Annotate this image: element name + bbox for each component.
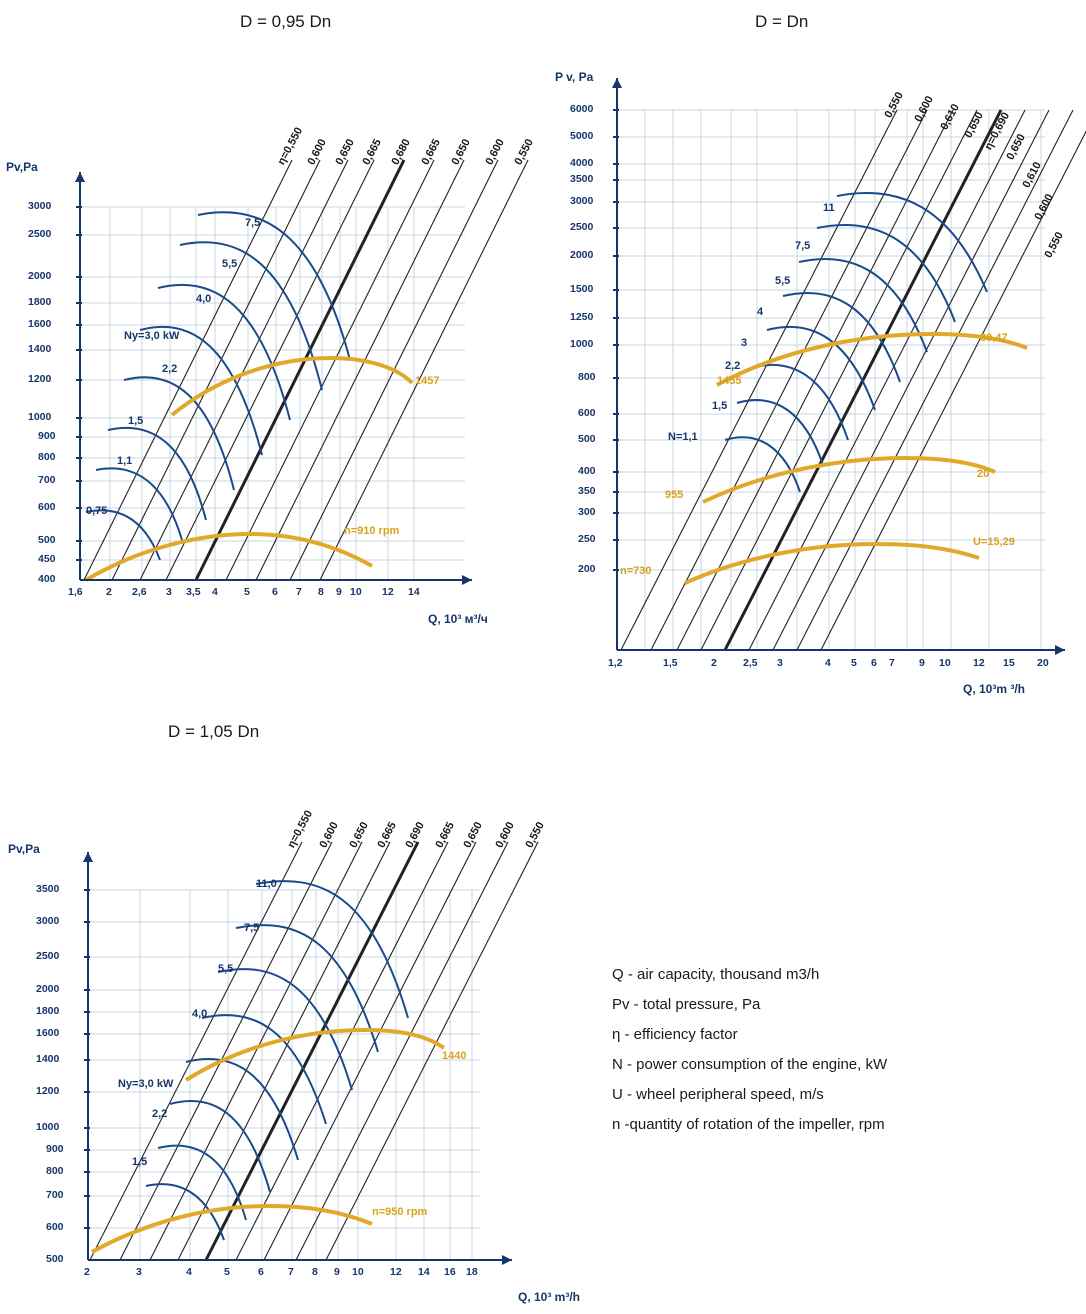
x-tick: 3 <box>777 657 783 669</box>
efficiency-label: 0,600 <box>493 820 517 850</box>
y-tick: 3000 <box>28 200 52 212</box>
efficiency-label: 0,650 <box>962 110 986 140</box>
chart-svg-105dn <box>0 700 560 1314</box>
efficiency-label: 0,550 <box>512 137 536 167</box>
y-tick: 1400 <box>28 343 52 355</box>
y-tick: 800 <box>38 451 56 463</box>
power-label: 7,5 <box>795 240 811 252</box>
x-tick: 5 <box>851 657 857 669</box>
x-tick: 2 <box>711 657 717 669</box>
chart-panel-dn <box>545 0 1086 700</box>
x-axis-label-105dn: Q, 10³ m³/h <box>518 1290 581 1304</box>
power-label: Nу=3,0 kW <box>124 330 180 342</box>
x-tick: 4 <box>212 586 218 598</box>
x-axis-label-095dn: Q, 10³ м³/ч <box>428 612 488 626</box>
y-tick: 1600 <box>36 1027 60 1039</box>
x-tick: 1,2 <box>608 657 623 669</box>
y-tick: 700 <box>46 1189 64 1201</box>
power-label: 2,2 <box>152 1108 168 1120</box>
panel-title-dn: D = Dn <box>755 12 809 31</box>
y-tick: 600 <box>578 407 596 419</box>
y-tick: 3500 <box>570 173 594 185</box>
efficiency-label: 0,665 <box>433 820 457 850</box>
power-label: 3 <box>741 337 748 349</box>
x-tick: 4 <box>825 657 831 669</box>
y-tick: 200 <box>578 563 596 575</box>
x-tick: 20 <box>1037 657 1049 669</box>
x-tick: 9 <box>336 586 342 598</box>
x-tick: 12 <box>973 657 985 669</box>
x-tick: 1,5 <box>663 657 678 669</box>
y-tick: 1200 <box>28 373 52 385</box>
power-label: 1,5 <box>128 415 144 427</box>
x-tick: 10 <box>350 586 362 598</box>
power-label: 4,0 <box>192 1008 208 1020</box>
y-tick: 1800 <box>36 1005 60 1017</box>
y-tick: 1800 <box>28 296 52 308</box>
efficiency-label: 0,650 <box>1004 132 1028 162</box>
power-label: N=1,1 <box>668 431 698 443</box>
speed-label: 1457 <box>415 375 440 387</box>
legend-item: U - wheel peripheral speed, m/s <box>612 1086 824 1103</box>
y-axis-label-dn: P v, Pa <box>555 70 594 84</box>
y-tick: 3000 <box>36 915 60 927</box>
efficiency-label: 0,665 <box>360 137 384 167</box>
y-tick: 1000 <box>36 1121 60 1133</box>
y-tick: 2500 <box>28 228 52 240</box>
speed-label: 20 <box>977 468 990 480</box>
chart-svg-dn <box>545 0 1086 700</box>
y-tick: 1000 <box>28 411 52 423</box>
y-tick: 400 <box>38 573 56 585</box>
y-tick: 5000 <box>570 130 594 142</box>
y-tick: 1600 <box>28 318 52 330</box>
y-tick: 2000 <box>36 983 60 995</box>
x-axis-label-dn: Q, 10³m ³/h <box>963 682 1026 696</box>
chart-svg-095dn <box>0 0 540 660</box>
y-tick: 2000 <box>570 249 594 261</box>
y-tick: 400 <box>578 465 596 477</box>
x-tick: 5 <box>224 1266 230 1278</box>
speed-label: n=910 rpm <box>344 525 400 537</box>
speed-label: n=950 rpm <box>372 1206 428 1218</box>
power-label: 4,0 <box>196 293 212 305</box>
speed-label: n=730 <box>620 565 652 577</box>
speed-label: 1440 <box>442 1050 467 1062</box>
y-tick: 3500 <box>36 883 60 895</box>
efficiency-label: 0,600 <box>1032 192 1056 222</box>
y-tick: 1500 <box>570 283 594 295</box>
x-tick: 3,5 <box>186 586 201 598</box>
power-label: 1,5 <box>132 1156 148 1168</box>
panel-title-105dn: D = 1,05 Dn <box>168 722 260 741</box>
power-label: 0,75 <box>86 505 108 517</box>
power-label: Nу=3,0 kW <box>118 1078 174 1090</box>
x-tick: 6 <box>272 586 278 598</box>
power-label: 5,5 <box>218 963 234 975</box>
speed-label: 955 <box>665 489 684 501</box>
chart-panel-095dn <box>0 0 540 660</box>
legend-item: η - efficiency factor <box>612 1026 738 1043</box>
y-tick: 300 <box>578 506 596 518</box>
x-tick: 2 <box>84 1266 90 1278</box>
efficiency-label: 0,550 <box>523 820 547 850</box>
x-tick: 5 <box>244 586 250 598</box>
efficiency-label: 0,650 <box>347 820 371 850</box>
x-tick: 3 <box>136 1266 142 1278</box>
efficiency-label: 0,665 <box>375 820 399 850</box>
legend-item: Pv - total pressure, Pa <box>612 996 761 1013</box>
x-tick: 16 <box>444 1266 456 1278</box>
chart-panel-105dn <box>0 700 581 1314</box>
efficiency-label: 0,550 <box>1042 230 1066 260</box>
power-label: 2,2 <box>162 363 178 375</box>
x-tick: 7 <box>296 586 302 598</box>
x-tick: 10 <box>939 657 951 669</box>
legend-item: Q - air capacity, thousand m3/h <box>612 966 820 983</box>
y-axis-label-095dn: Pv,Pa <box>6 160 38 174</box>
y-tick: 3000 <box>570 195 594 207</box>
power-label: 11,0 <box>256 878 277 890</box>
x-tick: 7 <box>889 657 895 669</box>
y-tick: 4000 <box>570 157 594 169</box>
x-tick: 12 <box>382 586 394 598</box>
x-tick: 6 <box>871 657 877 669</box>
efficiency-label: 0,610 <box>938 102 962 132</box>
y-tick: 450 <box>38 553 56 565</box>
x-tick: 8 <box>318 586 324 598</box>
power-label: 1,5 <box>712 400 728 412</box>
efficiency-label: 0,550 <box>882 90 906 120</box>
x-tick: 1,6 <box>68 586 83 598</box>
x-tick: 12 <box>390 1266 402 1278</box>
x-tick: 8 <box>312 1266 318 1278</box>
x-tick: 14 <box>418 1266 430 1278</box>
y-tick: 1250 <box>570 311 594 323</box>
power-label: 1,1 <box>117 455 133 467</box>
efficiency-label: 0,650 <box>461 820 485 850</box>
y-axis-label-105dn: Pv,Pa <box>8 842 40 856</box>
speed-label: 1455 <box>717 375 742 387</box>
power-label: 7,5 <box>245 217 261 229</box>
legend-item: n -quantity of rotation of the impeller, rpm <box>612 1116 885 1133</box>
y-tick: 900 <box>46 1143 64 1155</box>
x-tick: 14 <box>408 586 420 598</box>
x-tick: 3 <box>166 586 172 598</box>
x-tick: 2,6 <box>132 586 147 598</box>
x-tick: 9 <box>334 1266 340 1278</box>
y-tick: 900 <box>38 430 56 442</box>
efficiency-label: 0,600 <box>317 820 341 850</box>
x-tick: 2,5 <box>743 657 758 669</box>
x-tick: 9 <box>919 657 925 669</box>
x-tick: 18 <box>466 1266 478 1278</box>
efficiency-label: 0,610 <box>1020 160 1044 190</box>
y-tick: 500 <box>38 534 56 546</box>
x-tick: 7 <box>288 1266 294 1278</box>
efficiency-label: 0,690 <box>403 820 427 850</box>
y-tick: 600 <box>38 501 56 513</box>
efficiency-label: η=0,690 <box>982 110 1013 152</box>
y-tick: 500 <box>46 1253 64 1265</box>
efficiency-label: 0,650 <box>333 137 357 167</box>
speed-label: 30,47 <box>980 332 1008 344</box>
y-tick: 1400 <box>36 1053 60 1065</box>
power-label: 5,5 <box>775 275 791 287</box>
legend-block <box>612 960 1052 1140</box>
y-tick: 6000 <box>570 103 594 115</box>
efficiency-label: 0,680 <box>389 137 413 167</box>
y-tick: 2000 <box>28 270 52 282</box>
power-label: 11 <box>823 202 835 214</box>
power-label: 7,5 <box>244 922 260 934</box>
efficiency-label: η=0,550 <box>275 125 306 167</box>
x-tick: 15 <box>1003 657 1015 669</box>
efficiency-label: 0,600 <box>912 94 936 124</box>
efficiency-label: 0,600 <box>483 137 507 167</box>
y-tick: 2500 <box>36 950 60 962</box>
y-tick: 800 <box>46 1165 64 1177</box>
y-tick: 250 <box>578 533 596 545</box>
y-tick: 350 <box>578 485 596 497</box>
panel-title-095dn: D = 0,95 Dn <box>240 12 332 31</box>
y-tick: 1000 <box>570 338 594 350</box>
x-tick: 6 <box>258 1266 264 1278</box>
power-label: 2,2 <box>725 360 741 372</box>
x-tick: 4 <box>186 1266 192 1278</box>
y-tick: 600 <box>46 1221 64 1233</box>
x-tick: 2 <box>106 586 112 598</box>
power-label: 5,5 <box>222 258 238 270</box>
y-tick: 500 <box>578 433 596 445</box>
legend-item: N - power consumption of the engine, kW <box>612 1056 888 1073</box>
power-label: 4 <box>757 306 764 318</box>
efficiency-label: 0,600 <box>305 137 329 167</box>
y-tick: 2500 <box>570 221 594 233</box>
x-tick: 10 <box>352 1266 364 1278</box>
y-tick: 800 <box>578 371 596 383</box>
efficiency-label: 0,650 <box>449 137 473 167</box>
y-tick: 1200 <box>36 1085 60 1097</box>
y-tick: 700 <box>38 474 56 486</box>
efficiency-label: 0,665 <box>419 137 443 167</box>
speed-label: U=15,29 <box>973 536 1015 548</box>
efficiency-label: η=0,550 <box>285 808 316 850</box>
